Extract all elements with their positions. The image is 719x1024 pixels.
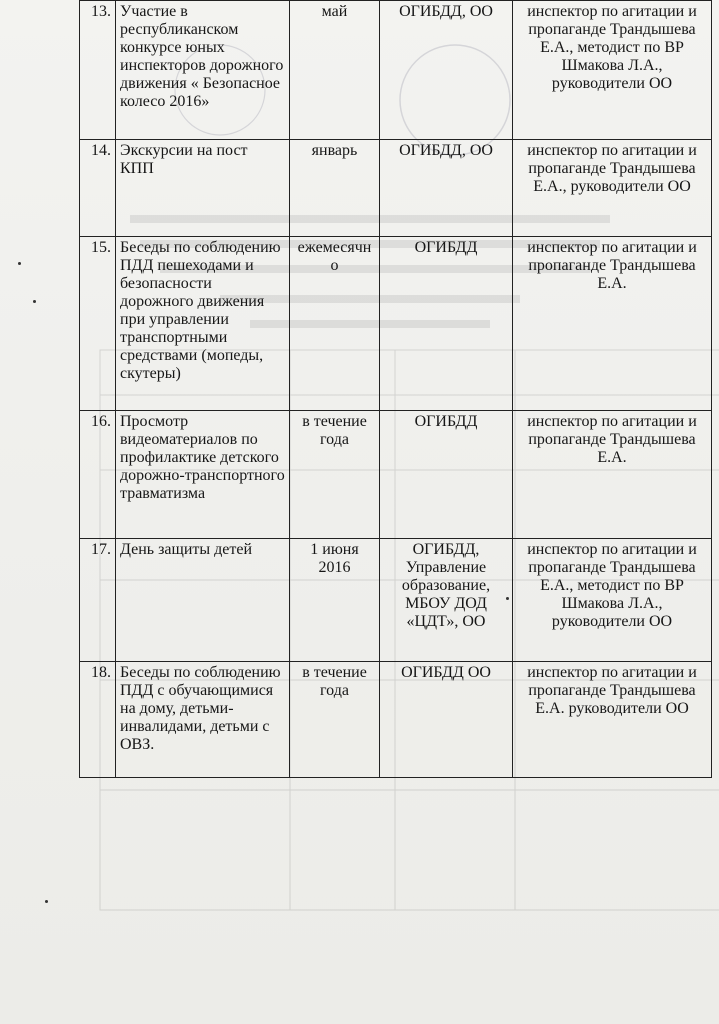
- event-name: День защиты детей: [116, 539, 290, 662]
- table-row: [80, 539, 712, 662]
- event-date: май: [290, 1, 380, 140]
- row-number: 14.: [80, 140, 116, 237]
- row-number: 15.: [80, 237, 116, 411]
- event-date: 1 июня 2016: [290, 539, 380, 662]
- event-responsible: инспектор по агитации и пропаганде Трандышева Е.А.: [513, 411, 712, 539]
- scan-speck: [45, 900, 48, 903]
- table-row: [80, 411, 712, 539]
- event-responsible: инспектор по агитации и пропаганде Трандышева Е.А., методист по ВР Шмакова Л.А., руководители ОО: [513, 539, 712, 662]
- table-row: [80, 237, 712, 411]
- scan-speck: [33, 300, 36, 303]
- scan-speck: [18, 262, 21, 265]
- event-responsible: инспектор по агитации и пропаганде Трандышева Е.А.: [513, 237, 712, 411]
- event-date: в течение года: [290, 662, 380, 778]
- event-name: Участие в республиканском конкурсе юных инспекторов дорожного движения « Безопасное колесо 2016»: [116, 1, 290, 140]
- event-responsible: инспектор по агитации и пропаганде Трандышева Е.А., методист по ВР Шмакова Л.А., руководители ОО: [513, 1, 712, 140]
- row-number: 13.: [80, 1, 116, 140]
- event-date: январь: [290, 140, 380, 237]
- event-name: Беседы по соблюдению ПДД пешеходами и безопасности дорожного движения при управлении транспортными средствами (мопеды, скутеры): [116, 237, 290, 411]
- row-number: 17.: [80, 539, 116, 662]
- event-executor: ОГИБДД, Управление образование, МБОУ ДОД «ЦДТ», ОО: [380, 539, 513, 662]
- activities-table: [79, 0, 712, 778]
- event-executor: ОГИБДД ОО: [380, 662, 513, 778]
- event-responsible: инспектор по агитации и пропаганде Трандышева Е.А. руководители ОО: [513, 662, 712, 778]
- event-name: Экскурсии на пост КПП: [116, 140, 290, 237]
- event-date: в течение года: [290, 411, 380, 539]
- event-name: Просмотр видеоматериалов по профилактике детского дорожно-транспортного травматизма: [116, 411, 290, 539]
- event-executor: ОГИБДД: [380, 237, 513, 411]
- table-row: [80, 1, 712, 140]
- scan-speck: [506, 597, 509, 600]
- event-executor: ОГИБДД, ОО: [380, 1, 513, 140]
- event-date: ежемесячно: [290, 237, 380, 411]
- row-number: 16.: [80, 411, 116, 539]
- row-number: 18.: [80, 662, 116, 778]
- event-executor: ОГИБДД, ОО: [380, 140, 513, 237]
- event-name: Беседы по соблюдению ПДД с обучающимися на дому, детьми-инвалидами, детьми с ОВЗ.: [116, 662, 290, 778]
- table-row: [80, 662, 712, 778]
- table-row: [80, 140, 712, 237]
- event-executor: ОГИБДД: [380, 411, 513, 539]
- event-responsible: инспектор по агитации и пропаганде Трандышева Е.А., руководители ОО: [513, 140, 712, 237]
